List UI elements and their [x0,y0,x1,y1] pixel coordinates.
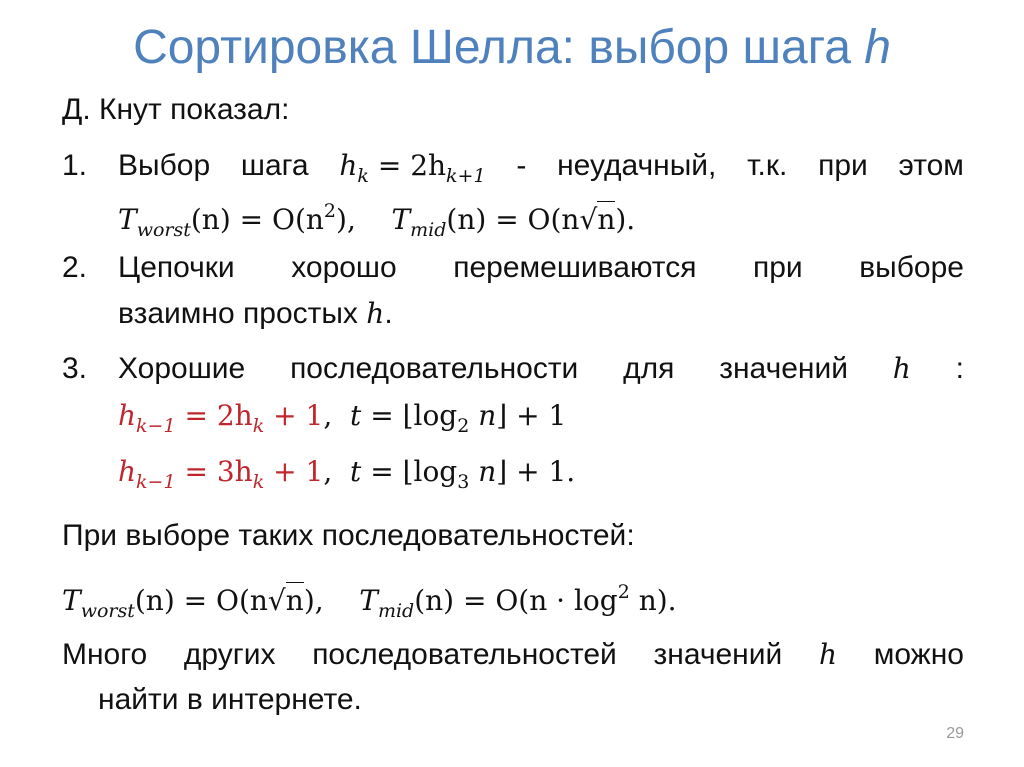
formula-part: = ⌊log [370,399,458,432]
formula-symbol: t [350,399,362,432]
formula-part: = ⌊log [370,455,458,488]
formula-part: = 2h [377,149,447,182]
item-2-word: при [753,251,803,284]
formula-symbol: T [391,203,411,236]
formula-subscript: mid [410,219,447,241]
item-3-word: : [955,352,964,385]
formula-subscript: worst [80,600,135,622]
item-2-word: хорошо [291,251,397,284]
item-3-line-1 [118,351,964,387]
item-2-word: выборе [859,251,964,284]
formula-part: (n) = O(n [134,584,268,617]
formula-superscript: 2 [323,200,337,222]
page-number: 29 [946,725,964,742]
formula-symbol: T [62,584,81,617]
item-1-complexity: $T_{worst}(n) = O(n^2)$, $T_{mid}(n) = O(n√n)$. [118,200,636,241]
item-2-text: взаимно простых [118,297,358,330]
item-2-word: Цепочки [118,251,235,284]
formula-symbol: h [366,297,385,330]
many-sequences-line-1 [62,637,964,673]
item-3-word: для [623,352,675,385]
formula-subscript: k−1 [136,415,176,437]
formula-subscript: k [252,415,265,437]
formula-red-part [118,399,324,437]
formula-symbol: h [118,455,137,488]
item-1-word: - [516,149,527,182]
formula-part: = 2h [184,399,253,432]
formula-symbol: n [478,399,497,432]
formula-part: (n) = O(n · log [414,584,618,617]
item-3-formula-1 [118,398,566,444]
item-1-word: Выбор [118,149,211,182]
item-3-formula-2 [118,454,575,500]
formula-subscript: worst [136,219,191,241]
formula-symbol: T [359,584,378,617]
formula-symbol: T [118,203,137,236]
formula-part: (n) = O(n [190,203,324,236]
item-1-word: этом [898,149,964,182]
item-3-word: значений [719,352,848,385]
formula-symbol: h [339,149,358,182]
item-1-word: неудачный, [557,149,717,182]
formula-part: ⌋ + 1. [496,455,576,488]
formula-symbol: h [818,638,837,671]
item-2-line-2 [118,296,393,332]
item-1-formula-step [339,148,485,194]
many-word: последовательностей [312,638,617,671]
formula-symbol: n [478,455,497,488]
many-word: Много [62,638,148,671]
intro-line: Д. Кнут показал: [62,93,290,126]
formula-superscript: 2 [617,581,630,603]
formula-subscript: mid [377,600,415,622]
many-sequences-line-2: найти в интернете. [98,683,362,716]
item-1-word: при [818,149,868,182]
formula-sqrt: n [597,203,616,236]
formula-subscript: 3 [457,471,470,493]
many-word: значений [653,638,783,671]
formula-subscript: k−1 [136,471,176,493]
formula-red-part [118,455,324,493]
formula-symbol: t [350,455,362,488]
slide-title [0,18,1024,78]
formula-part: ⌋ + 1 [496,399,567,432]
punctuation: . [384,297,393,330]
title-variable: h [864,21,891,74]
formula-part: = 3h [184,455,253,488]
formula-symbol: h [892,352,911,385]
many-word: можно [873,638,964,671]
item-1-number: 1. [62,149,88,182]
formula-subscript: k+1 [446,165,486,187]
formula-part: ), [303,584,324,617]
many-word: других [183,638,276,671]
formula-part: n). [638,584,677,617]
item-1-word: т.к. [747,149,788,182]
formula-part: + 1 [273,399,324,432]
formula-part: (n) = O(n [446,203,580,236]
formula-sqrt: n [285,584,304,617]
formula-subscript: 2 [457,415,470,437]
formula-subscript: k [357,165,369,187]
title-text: Сортировка Шелла: выбор шага [133,21,851,74]
formula-symbol: h [118,399,137,432]
item-3-word: последовательности [290,352,579,385]
punctuation: , [323,455,333,488]
formula-subscript: k [252,471,265,493]
item-2-line-1 [118,250,964,286]
item-2-word: перемешиваются [453,251,697,284]
punctuation: , [323,399,333,432]
item-3-number: 3. [62,352,88,385]
item-1-line-1 [118,148,964,194]
formula-part: ), [336,203,356,236]
formula-part: + 1 [273,455,324,488]
formula-part: ). [615,203,636,236]
item-2-number: 2. [62,251,88,284]
item-3-word: Хорошие [118,352,246,385]
item-1-word: шага [240,149,309,182]
sequences-intro: При выборе таких последовательностей: [62,519,635,552]
result-complexity: $T_{worst}(n) = O(n√n)$, $T_{mid}(n) = O(n \cdot \log^2 n)$. [62,581,677,622]
